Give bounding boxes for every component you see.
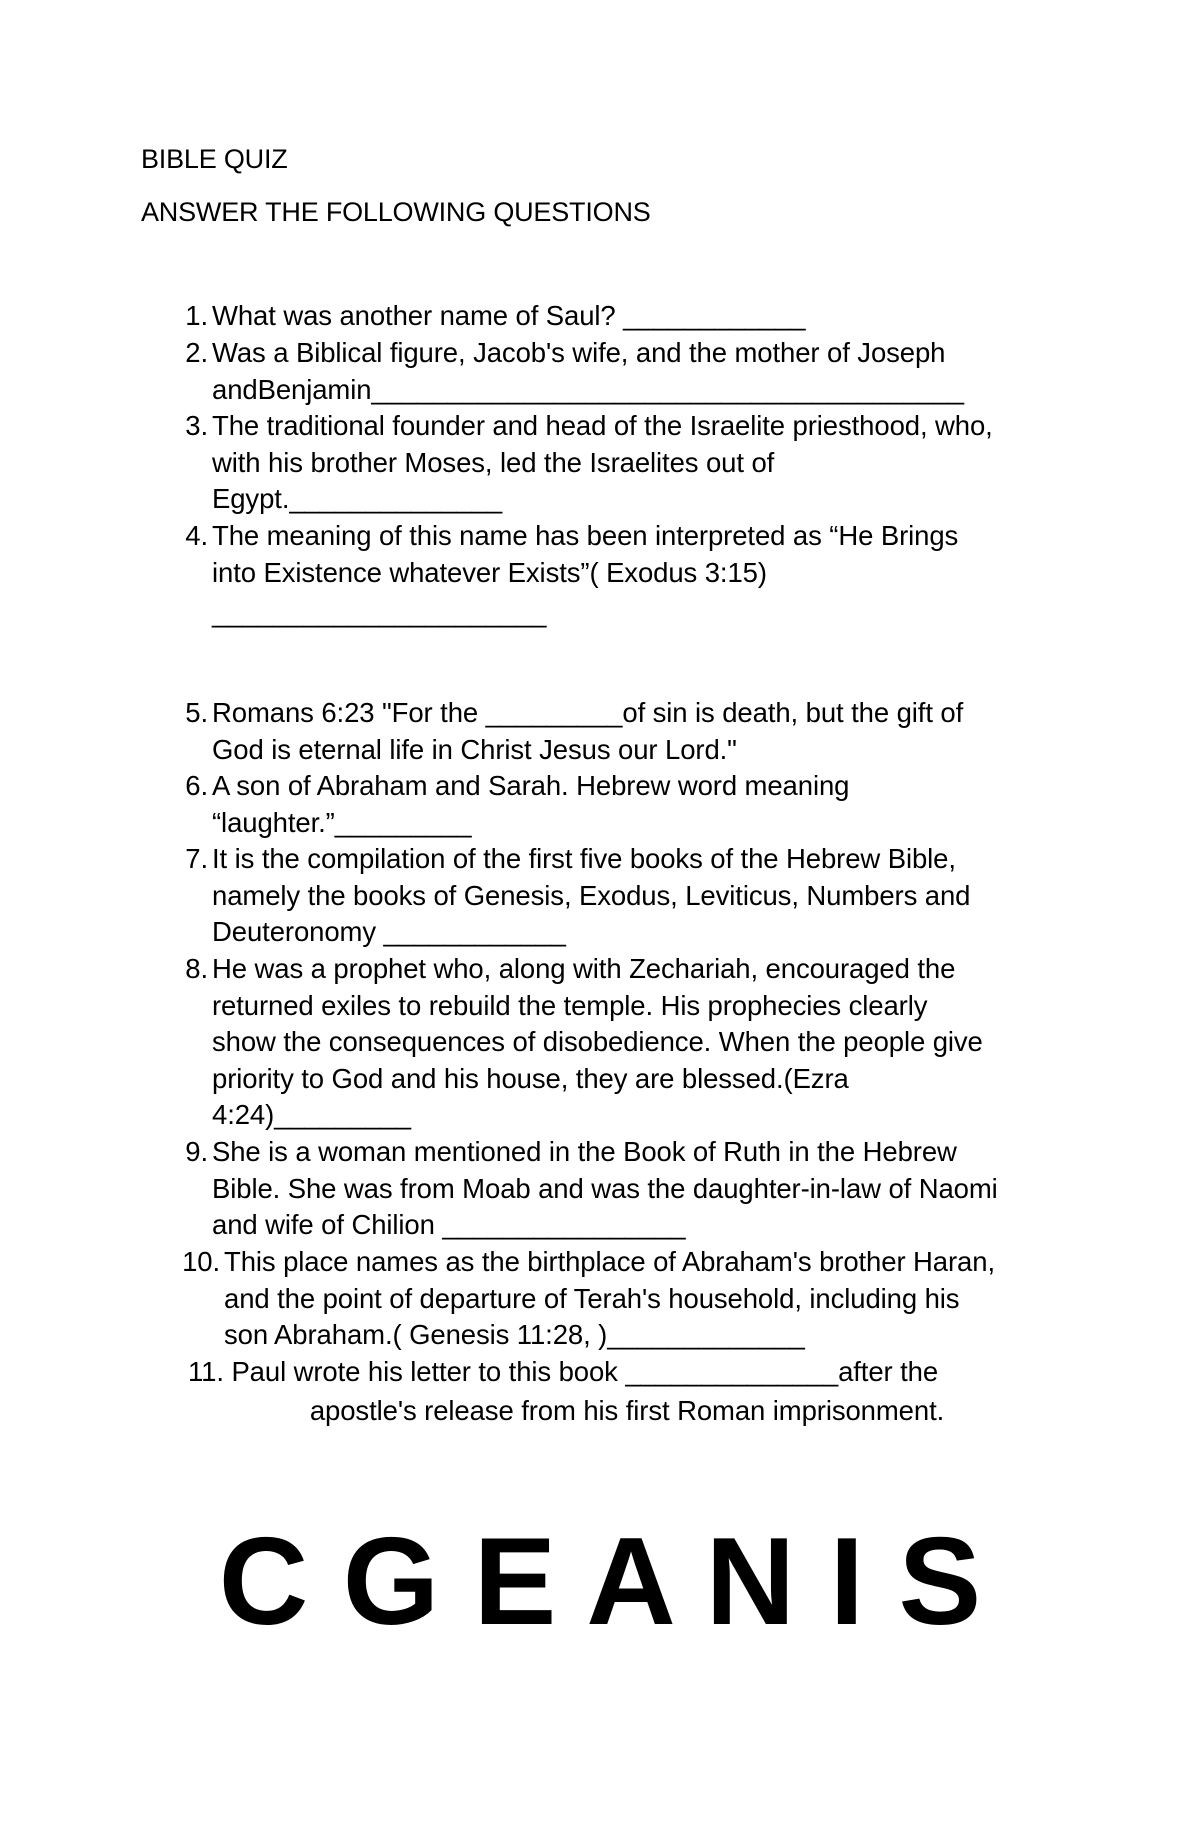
question-text-line: Romans 6:23 "For the _________of sin is death, but the gift of — [212, 697, 964, 728]
answer-code: C G E A N I S — [218, 1513, 982, 1651]
question-text-line: show the consequences of disobedience. When the people give — [212, 1026, 983, 1057]
question-text-line: into Existence whatever Exists”( Exodus 3:15) — [212, 556, 767, 588]
question-number: 2. — [185, 337, 208, 368]
page-title: BIBLE QUIZ — [141, 144, 288, 174]
question-number: 9. — [185, 1136, 208, 1167]
question-text-line: This place names as the birthplace of Abraham's brother Haran, — [224, 1246, 995, 1277]
question-number: 1. — [185, 300, 208, 331]
question-10 — [182, 1244, 995, 1354]
question-text-line: and wife of Chilion ________________ — [212, 1209, 686, 1240]
question-text-line: priority to God and his house, they are blessed.(Ezra — [212, 1062, 849, 1094]
question-4 — [185, 518, 959, 632]
question-7 — [185, 841, 971, 951]
question-number: 4. — [185, 520, 208, 551]
question-9 — [185, 1134, 998, 1244]
question-text-line: Bible. She was from Moab and was the daughter-in-law of Naomi — [212, 1172, 998, 1204]
question-number: 3. — [185, 410, 208, 441]
question-text-line: It is the compilation of the first five books of the Hebrew Bible, — [212, 843, 956, 874]
question-text-line: What was another name of Saul? ____________ — [212, 300, 806, 331]
question-number: 7. — [185, 843, 208, 874]
question-text-line: A son of Abraham and Sarah. Hebrew word meaning — [212, 770, 850, 801]
question-text-line: She is a woman mentioned in the Book of Ruth in the Hebrew — [212, 1136, 957, 1167]
question-6 — [185, 768, 850, 841]
question-text: Paul wrote his letter to this book ______________after the — [231, 1356, 939, 1387]
question-1 — [185, 298, 806, 335]
question-number: 8. — [185, 953, 208, 984]
question-text-line: ______________________ — [212, 597, 547, 628]
question-text-line — [188, 1354, 1048, 1391]
question-text-line: Deuteronomy ____________ — [212, 916, 566, 947]
question-text-line: Was a Biblical figure, Jacob's wife, and the mother of Joseph — [212, 337, 946, 368]
question-text-line: with his brother Moses, led the Israelites out of — [212, 446, 775, 478]
question-text-line: namely the books of Genesis, Exodus, Leviticus, Numbers and — [212, 879, 971, 911]
question-number: 10. — [182, 1246, 220, 1277]
question-text-line: The meaning of this name has been interpreted as “He Brings — [212, 520, 959, 551]
question-number: 5. — [185, 697, 208, 728]
question-8 — [185, 951, 983, 1134]
question-text-line: returned exiles to rebuild the temple. His prophecies clearly — [212, 989, 928, 1021]
question-number: 11. — [188, 1356, 224, 1387]
question-text-line: son Abraham.( Genesis 11:28, )_____________ — [224, 1319, 805, 1350]
question-text-line: God is eternal life in Christ Jesus our Lord." — [212, 733, 737, 765]
question-text-line: 4:24)_________ — [212, 1099, 411, 1130]
question-number: 6. — [185, 770, 208, 801]
question-5 — [185, 695, 964, 768]
page-subtitle: ANSWER THE FOLLOWING QUESTIONS — [141, 197, 651, 227]
question-11 — [188, 1354, 1048, 1429]
question-2 — [185, 335, 965, 408]
question-text-line: andBenjamin_______________________________________ — [212, 373, 965, 405]
question-text-line: “laughter.”_________ — [212, 806, 472, 838]
question-text-line: He was a prophet who, along with Zechariah, encouraged the — [212, 953, 956, 984]
question-3 — [185, 408, 993, 518]
question-text-line: The traditional founder and head of the Israelite priesthood, who, — [212, 410, 993, 441]
question-text-line: apostle's release from his first Roman imprisonment. — [309, 1394, 945, 1426]
question-text-line: and the point of departure of Terah's household, including his — [224, 1282, 960, 1314]
question-text-line: Egypt.______________ — [212, 483, 503, 514]
